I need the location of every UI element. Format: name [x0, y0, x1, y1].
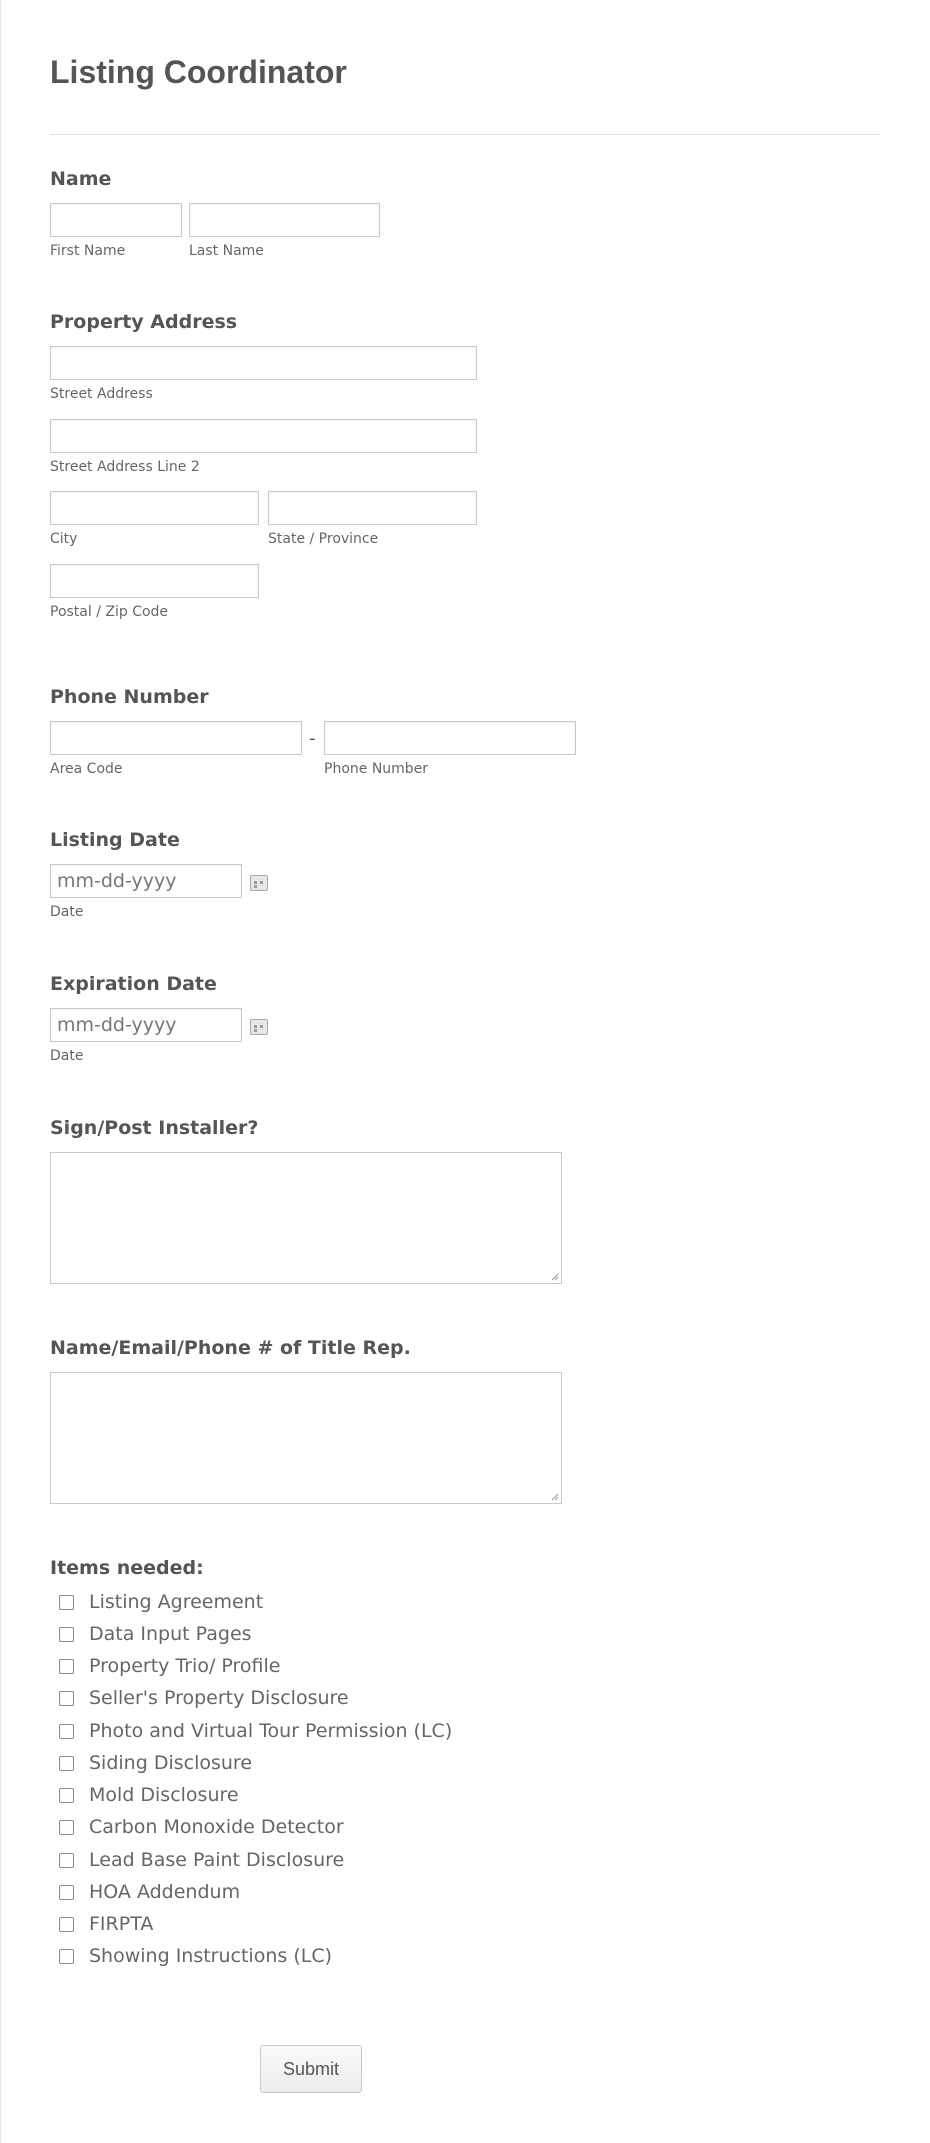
phone-separator: -	[309, 728, 316, 749]
phone-number-input[interactable]	[324, 721, 576, 755]
property-address-label: Property Address	[50, 311, 238, 333]
checkbox-label[interactable]: Seller's Property Disclosure	[89, 1687, 349, 1709]
page-title: Listing Coordinator	[50, 54, 347, 90]
checkbox[interactable]	[59, 1917, 74, 1932]
checkbox-label[interactable]: Carbon Monoxide Detector	[89, 1816, 344, 1838]
checkbox-label[interactable]: Siding Disclosure	[89, 1752, 253, 1774]
items-needed-label: Items needed:	[50, 1557, 204, 1579]
first-name-input[interactable]	[50, 203, 182, 237]
listing-date-label: Listing Date	[50, 829, 180, 851]
resize-grip-icon[interactable]	[550, 1272, 559, 1281]
last-name-input[interactable]	[189, 203, 380, 237]
checkbox-label[interactable]: Lead Base Paint Disclosure	[89, 1849, 345, 1871]
checkbox[interactable]	[59, 1595, 74, 1610]
phone-number-sublabel: Phone Number	[324, 761, 429, 777]
city-input[interactable]	[50, 491, 259, 525]
listing-date-sublabel: Date	[50, 904, 84, 920]
checkbox[interactable]	[59, 1949, 74, 1964]
street-address-line2-sublabel: Street Address Line 2	[50, 459, 200, 475]
checkbox[interactable]	[59, 1659, 74, 1674]
checkbox-label[interactable]: FIRPTA	[89, 1913, 154, 1935]
checkbox[interactable]	[59, 1627, 74, 1642]
checkbox-label[interactable]: Mold Disclosure	[89, 1784, 239, 1806]
title-rep-label: Name/Email/Phone # of Title Rep.	[50, 1337, 411, 1359]
checkbox[interactable]	[59, 1756, 74, 1771]
checkbox-label[interactable]: Data Input Pages	[89, 1623, 252, 1645]
checkbox-label[interactable]: Property Trio/ Profile	[89, 1655, 281, 1677]
calendar-icon[interactable]	[250, 1019, 268, 1035]
city-sublabel: City	[50, 531, 78, 547]
checkbox-label[interactable]: Listing Agreement	[89, 1591, 264, 1613]
page-edge	[0, 0, 1, 2143]
resize-grip-icon[interactable]	[550, 1492, 559, 1501]
checkbox[interactable]	[59, 1853, 74, 1868]
submit-button[interactable]: Submit	[260, 2045, 362, 2093]
checkbox-label[interactable]: Photo and Virtual Tour Permission (LC)	[89, 1720, 453, 1742]
checkbox-label[interactable]: Showing Instructions (LC)	[89, 1945, 332, 1967]
state-province-input[interactable]	[268, 491, 477, 525]
calendar-icon[interactable]	[250, 875, 268, 891]
checkbox[interactable]	[59, 1885, 74, 1900]
sign-post-installer-label: Sign/Post Installer?	[50, 1117, 259, 1139]
last-name-sublabel: Last Name	[189, 243, 264, 259]
expiration-date-label: Expiration Date	[50, 973, 217, 995]
checkbox[interactable]	[59, 1788, 74, 1803]
checkbox[interactable]	[59, 1691, 74, 1706]
postal-zip-sublabel: Postal / Zip Code	[50, 604, 169, 620]
area-code-input[interactable]	[50, 721, 302, 755]
street-address-line2-input[interactable]	[50, 419, 477, 453]
expiration-date-sublabel: Date	[50, 1048, 84, 1064]
listing-date-input[interactable]: mm-dd-yyyy	[50, 864, 242, 898]
title-divider	[50, 134, 880, 135]
first-name-sublabel: First Name	[50, 243, 126, 259]
street-address-input[interactable]	[50, 346, 477, 380]
sign-post-installer-textarea[interactable]	[50, 1152, 562, 1284]
title-rep-textarea[interactable]	[50, 1372, 562, 1504]
state-province-sublabel: State / Province	[268, 531, 379, 547]
checkbox[interactable]	[59, 1820, 74, 1835]
postal-zip-input[interactable]	[50, 564, 259, 598]
street-address-sublabel: Street Address	[50, 386, 153, 402]
checkbox[interactable]	[59, 1724, 74, 1739]
checkbox-label[interactable]: HOA Addendum	[89, 1881, 241, 1903]
area-code-sublabel: Area Code	[50, 761, 123, 777]
expiration-date-input[interactable]: mm-dd-yyyy	[50, 1008, 242, 1042]
name-label: Name	[50, 168, 112, 190]
phone-number-label: Phone Number	[50, 686, 209, 708]
